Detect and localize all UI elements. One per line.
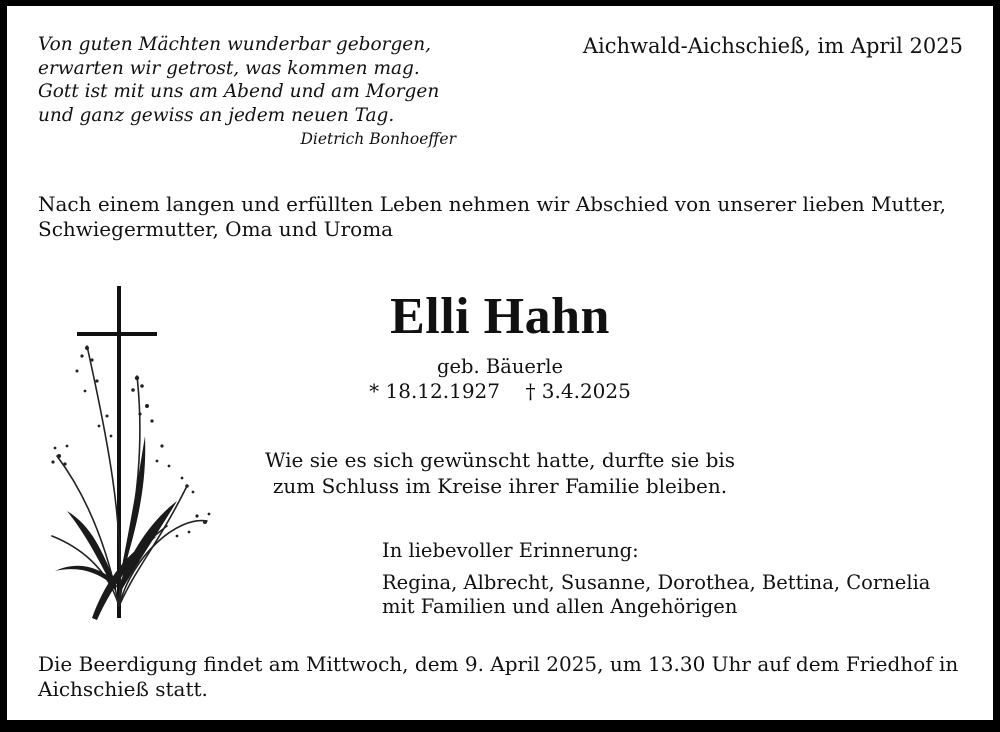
deceased-name: Elli Hahn xyxy=(390,288,610,345)
mourners-line: Regina, Albrecht, Susanne, Dorothea, Bettina, Cornelia xyxy=(382,571,931,594)
maiden-name: geb. Bäuerle xyxy=(436,355,564,378)
quote-author: Dietrich Bonhoeffer xyxy=(300,130,456,148)
quote-line: Gott ist mit uns am Abend und am Morgen xyxy=(38,81,440,102)
obituary-card xyxy=(7,6,993,720)
wish-line: Wie sie es sich gewünscht hatte, durfte sie bis xyxy=(264,448,736,472)
mourners-line: mit Familien und allen Angehörigen xyxy=(382,595,738,618)
memory-title: In liebevoller Erinnerung: xyxy=(382,539,639,562)
quote-line: und ganz gewiss an jedem neuen Tag. xyxy=(38,104,395,126)
quote-line: Von guten Mächten wunderbar geborgen, xyxy=(38,34,432,55)
bonhoeffer-quote xyxy=(38,33,478,151)
place-date: Aichwald-Aichschieß, im April 2025 xyxy=(582,34,963,58)
intro-text: Nach einem langen und erfüllten Leben nehmen wir Abschied von unserer lieben Mutter, Schwiegermutter, Oma und Uroma xyxy=(38,192,947,241)
life-dates: * 18.12.1927 † 3.4.2025 xyxy=(369,379,631,403)
funeral-info: Die Beerdigung findet am Mittwoch, dem 9. April 2025, um 13.30 Uhr auf dem Friedhof in Aichschieß statt. xyxy=(38,652,959,701)
quote-line: erwarten wir getrost, was kommen mag. xyxy=(38,57,420,79)
wish-line: zum Schluss im Kreise ihrer Familie bleiben. xyxy=(272,474,728,498)
wish-text xyxy=(7,447,993,499)
mourners-list xyxy=(382,571,930,619)
